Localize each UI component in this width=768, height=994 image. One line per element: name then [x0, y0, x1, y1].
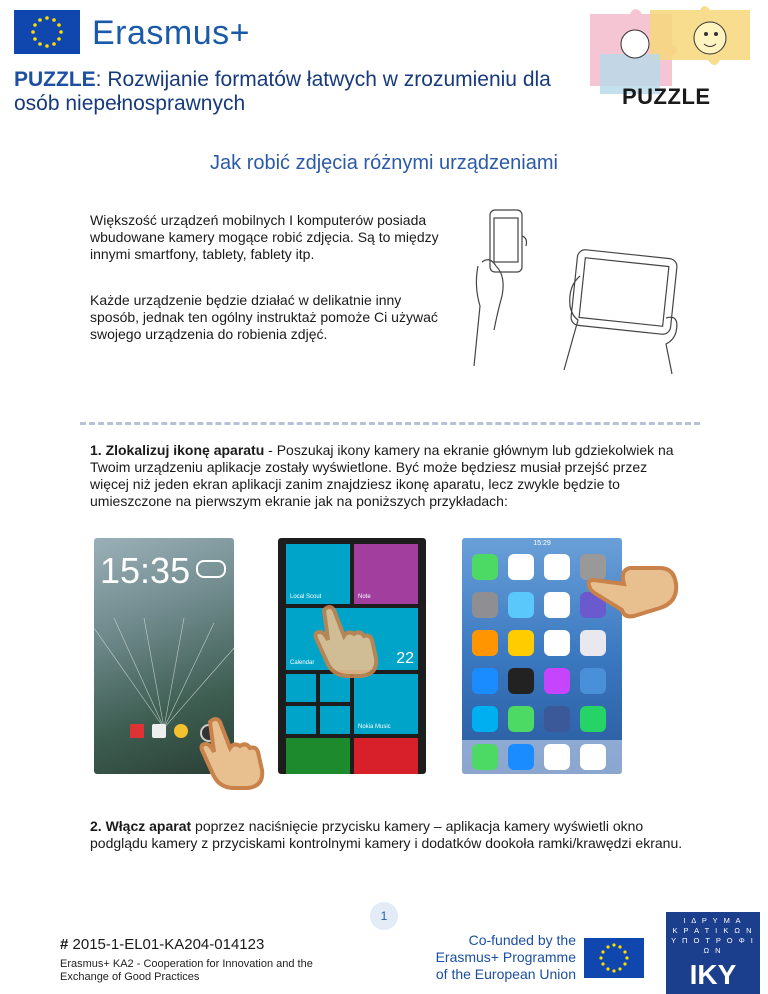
weather-cloud-icon — [196, 560, 226, 578]
tile-label: Note — [358, 594, 371, 600]
erasmus-brand: Erasmus+ — [92, 14, 250, 52]
nokia-music-tile — [354, 674, 418, 734]
pointing-hand-icon — [196, 712, 276, 792]
app-store-icon — [472, 668, 498, 694]
step-1 — [90, 442, 685, 510]
weather-icon — [508, 592, 534, 618]
intro-paragraph-2: Każde urządzenie będzie działać w delikatnie inny sposób, jednak ten ogólny instruktaż pomoże Ci używać swojego urządzenia do robienia zdjęć. — [90, 292, 438, 342]
tile-label: Local Scout — [290, 594, 322, 600]
tile-label: Nokia Music — [358, 724, 391, 730]
mail-icon — [508, 744, 534, 770]
note-tile — [354, 544, 418, 604]
safari-icon — [544, 744, 570, 770]
skype-icon — [472, 706, 498, 732]
android-app-icon — [130, 724, 144, 738]
office-icon — [472, 630, 498, 656]
calendar-icon — [508, 554, 534, 580]
hands-holding-devices-illustration — [462, 206, 692, 381]
photos-icon — [544, 554, 570, 580]
page-number: 1 — [370, 902, 398, 930]
code-text: 2015-1-EL01-KA204-014123 — [68, 936, 265, 953]
project-subtitle: : Rozwijanie formatów łatwych w zrozumieniu dla osób niepełnosprawnych — [14, 68, 551, 115]
cofunded-text: Co-funded by the Erasmus+ Programme of the European Union — [435, 932, 576, 982]
eu-flag-logo — [14, 10, 80, 54]
settings-tile — [286, 706, 316, 734]
android-app-icon — [152, 724, 166, 738]
iky-line-1: Ι Δ Ρ Υ Μ Α — [683, 916, 743, 925]
project-name: PUZZLE — [14, 68, 96, 91]
step-2 — [90, 818, 685, 852]
puzzle-logo-label: PUZZLE — [622, 84, 711, 109]
xbox-tile — [286, 738, 350, 774]
whatsapp-icon — [580, 706, 606, 732]
itunes-store-icon — [544, 668, 570, 694]
iky-line-3: Υ Π Ο Τ Ρ Ο Φ Ι Ω Ν — [671, 936, 755, 955]
android-clock: 15:35 — [100, 550, 191, 591]
messages-icon — [472, 554, 498, 580]
pointing-hand-icon — [584, 554, 684, 634]
document-title: Jak robić zdjęcia różnymi urządzeniami — [210, 152, 558, 174]
code-hash: # — [60, 936, 69, 953]
tile-label: Calendar — [290, 660, 315, 666]
section-divider — [80, 422, 700, 425]
local-scout-tile — [286, 544, 350, 604]
nokia-news-icon — [580, 668, 606, 694]
espn-tile — [354, 738, 418, 774]
reminders-icon — [544, 630, 570, 656]
calendar-date: 22 — [396, 650, 414, 667]
ka2-description: Erasmus+ KA2 - Cooperation for Innovation and the Exchange of Good Practices — [60, 958, 313, 983]
project-title — [14, 68, 574, 116]
step-2-text: poprzez naciśnięcie przycisku kamery – aplikacja kamery wyświetli okno podglądu kamery z przyciskami kontrolnymi kamery i dodatków dookoła ramki/krawędzi ekranu. — [90, 818, 683, 851]
social-media-icon — [544, 706, 570, 732]
tile — [320, 706, 350, 734]
iky-logo — [666, 912, 760, 994]
step-2-title: 2. Włącz aparat — [90, 818, 192, 834]
settings-icon — [472, 592, 498, 618]
eu-flag-small — [584, 938, 644, 978]
clock-icon — [544, 592, 570, 618]
ios-status-time: 15:29 — [533, 540, 551, 547]
step-1-title: 1. Zlokalizuj ikonę aparatu — [90, 442, 265, 458]
iky-wordmark: IKY — [689, 959, 737, 990]
pointing-hand-icon — [310, 600, 390, 680]
iky-line-2: Κ Ρ Α Τ Ι Κ Ω Ν — [672, 926, 754, 935]
step-1-text: - Poszukaj ikony kamery na ekranie głównym lub gdziekolwiek na Twoim urządzeniu aplikacje zostały wyświetlone. Być może będziesz musiał przejść przez więcej niż jeden ekran aplikacji zanim znajdziesz ikonę aparatu, lecz zwykle będzie to umieszczone na pierwszym ekranie jak na poniższych przykładach: — [90, 442, 674, 509]
notes-icon — [508, 630, 534, 656]
facetime-icon — [508, 706, 534, 732]
music-icon — [580, 744, 606, 770]
phone-icon — [472, 744, 498, 770]
intro-paragraph-1: Większość urządzeń mobilnych I komputerów posiada wbudowane kamery mogące robić zdjęcia. Są to między innymi smartfony, tablety, fablety itp. — [90, 212, 439, 262]
wallet-icon — [508, 668, 534, 694]
chrome-icon — [174, 724, 188, 738]
project-code — [60, 936, 264, 953]
